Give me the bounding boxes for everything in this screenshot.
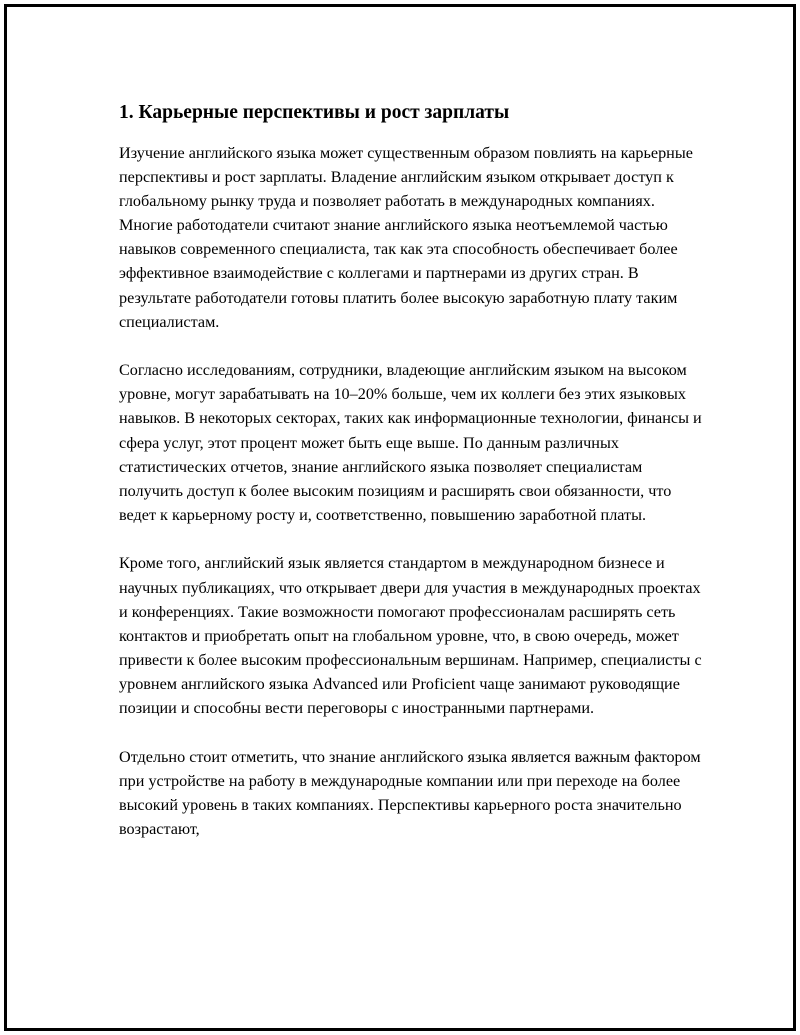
section-heading: 1. Карьерные перспективы и рост зарплаты (119, 102, 510, 123)
page-frame (4, 4, 796, 1031)
paragraph-2: Согласно исследованиям, сотрудники, владеющие английским языком на высоком уровне, могут зарабатывать на 10–20% больше, чем их коллеги без этих языковых навыков. В некоторых секторах, таких как информационные технологии, финансы и сфера услуг, этот процент может быть еще выше. По данным различных статистических отчетов, знание английского языка позволяет специалистам получить доступ к более высоким позициям и расширять свои обязанности, что ведет к карьерному росту и, соответственно, повышению заработной платы. (119, 361, 702, 524)
paragraph-1: Изучение английского языка может существенным образом повлиять на карьерные перспективы и рост зарплаты. Владение английским языком открывает доступ к глобальному рынку труда и позволяет работать в международных компаниях. Многие работодатели считают знание английского языка неотъемлемой частью навыков современного специалиста, так как эта способность обеспечивает более эффективное взаимодействие с коллегами и партнерами из других стран. В результате работодатели готовы платить более высокую заработную плату таким специалистам. (119, 144, 693, 331)
paragraph-4: Отдельно стоит отметить, что знание английского языка является важным фактором при устройстве на работу в международные компании или при переходе на более высокий уровень в таких компаниях. Перспективы карьерного роста значительно возрастают, (119, 747, 701, 838)
document-body (119, 99, 704, 865)
paragraph-3: Кроме того, английский язык является стандартом в международном бизнесе и научных публикациях, что открывает двери для участия в международных проектах и конференциях. Такие возможности помогают профессионалам расширять сеть контактов и приобретать опыт на глобальном уровне, что, в свою очередь, может привести к более высоким профессиональным вершинам. Например, специалисты с уровнем английского языка Advanced или Proficient чаще занимают руководящие позиции и способны вести переговоры с иностранными партнерами. (119, 554, 702, 717)
